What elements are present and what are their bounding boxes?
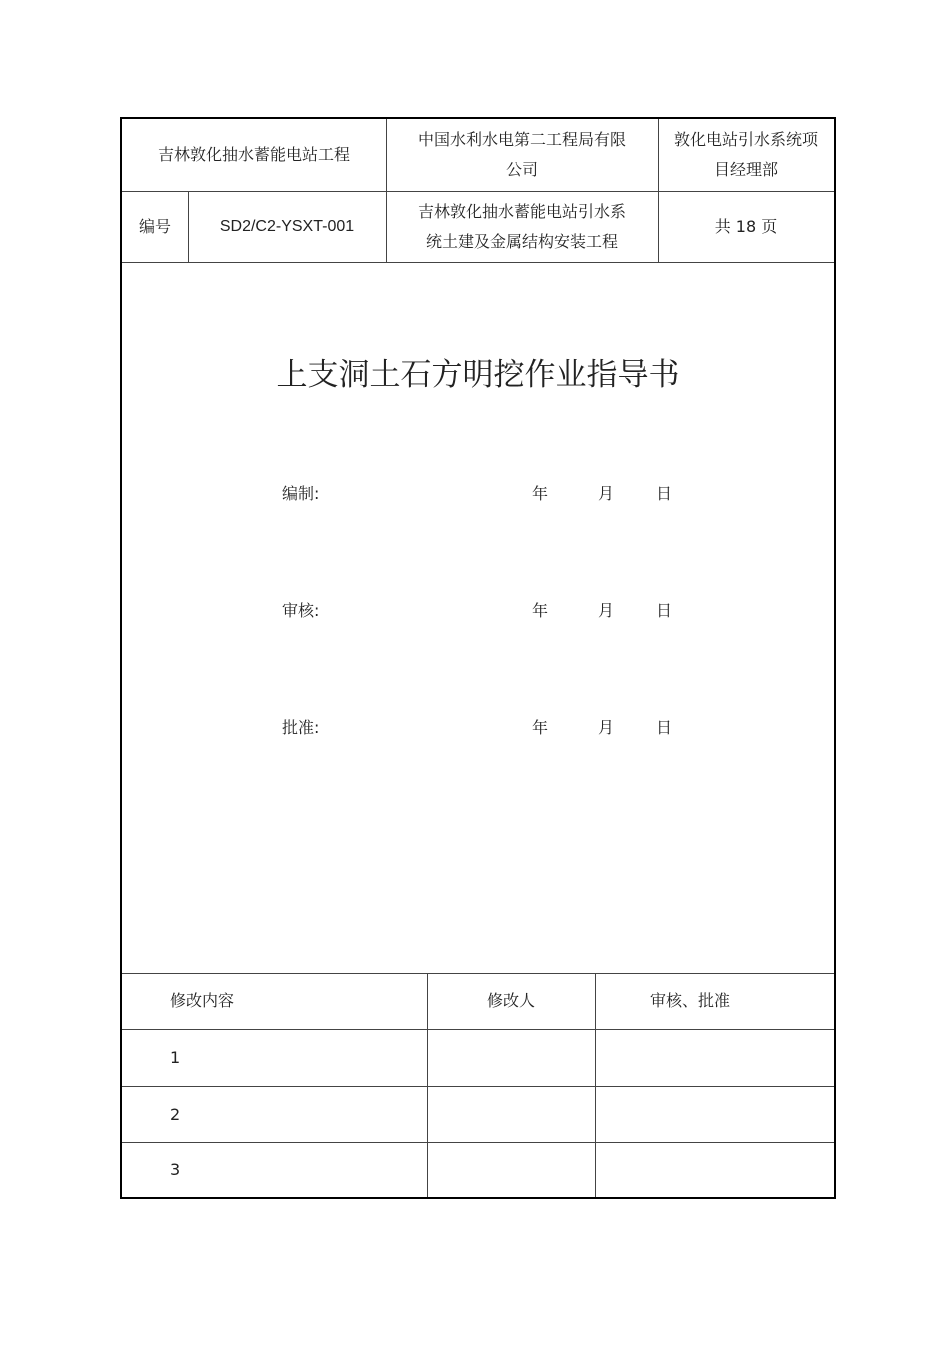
revision-header-approver: 审核、批准 — [649, 991, 730, 1010]
revision-header-reviser: 修改人 — [486, 991, 535, 1010]
revision-row-3-content: 3 — [170, 1160, 181, 1179]
code-label: 编号 — [138, 217, 171, 236]
revision-row-1-content: 1 — [170, 1048, 181, 1067]
project-name-cell — [122, 119, 386, 191]
company-cell — [386, 119, 658, 191]
code-value: SD2/C2-YSXT-001 — [219, 218, 355, 235]
sub-project-cell — [386, 191, 658, 263]
header-divider-1 — [122, 191, 834, 192]
review-day: 日 — [656, 601, 673, 620]
approve-label: 批准: — [282, 718, 320, 737]
department-name: 敦化电站引水系统项目经理部 — [674, 130, 819, 179]
review-year: 年 — [532, 601, 549, 620]
approve-month: 月 — [598, 718, 615, 737]
company-name: 中国水利水电第二工程局有限公司 — [417, 130, 626, 179]
review-label: 审核: — [282, 601, 320, 620]
review-month: 月 — [598, 601, 615, 620]
department-cell — [658, 119, 834, 191]
pages-cell — [658, 191, 834, 263]
header-divider-2 — [122, 262, 834, 263]
code-label-cell — [122, 191, 188, 263]
revision-row-2-content: 2 — [170, 1105, 181, 1124]
compile-year: 年 — [532, 484, 549, 503]
revision-header-content: 修改内容 — [170, 991, 235, 1010]
page-count: 共 18 页 — [714, 217, 778, 236]
compile-month: 月 — [598, 484, 615, 503]
document-frame — [120, 117, 836, 1199]
header-vline-3 — [188, 191, 189, 262]
compile-label: 编制: — [282, 484, 320, 503]
header-vline-1 — [386, 119, 387, 262]
sub-project-name: 吉林敦化抽水蓄能电站引水系统土建及金属结构安装工程 — [417, 202, 626, 251]
approve-day: 日 — [656, 718, 673, 737]
document-title: 上支洞土石方明挖作业指导书 — [276, 357, 680, 393]
header-vline-2 — [658, 119, 659, 262]
approve-year: 年 — [532, 718, 549, 737]
code-value-cell — [188, 191, 386, 263]
project-name: 吉林敦化抽水蓄能电站工程 — [157, 145, 350, 164]
compile-day: 日 — [656, 484, 673, 503]
